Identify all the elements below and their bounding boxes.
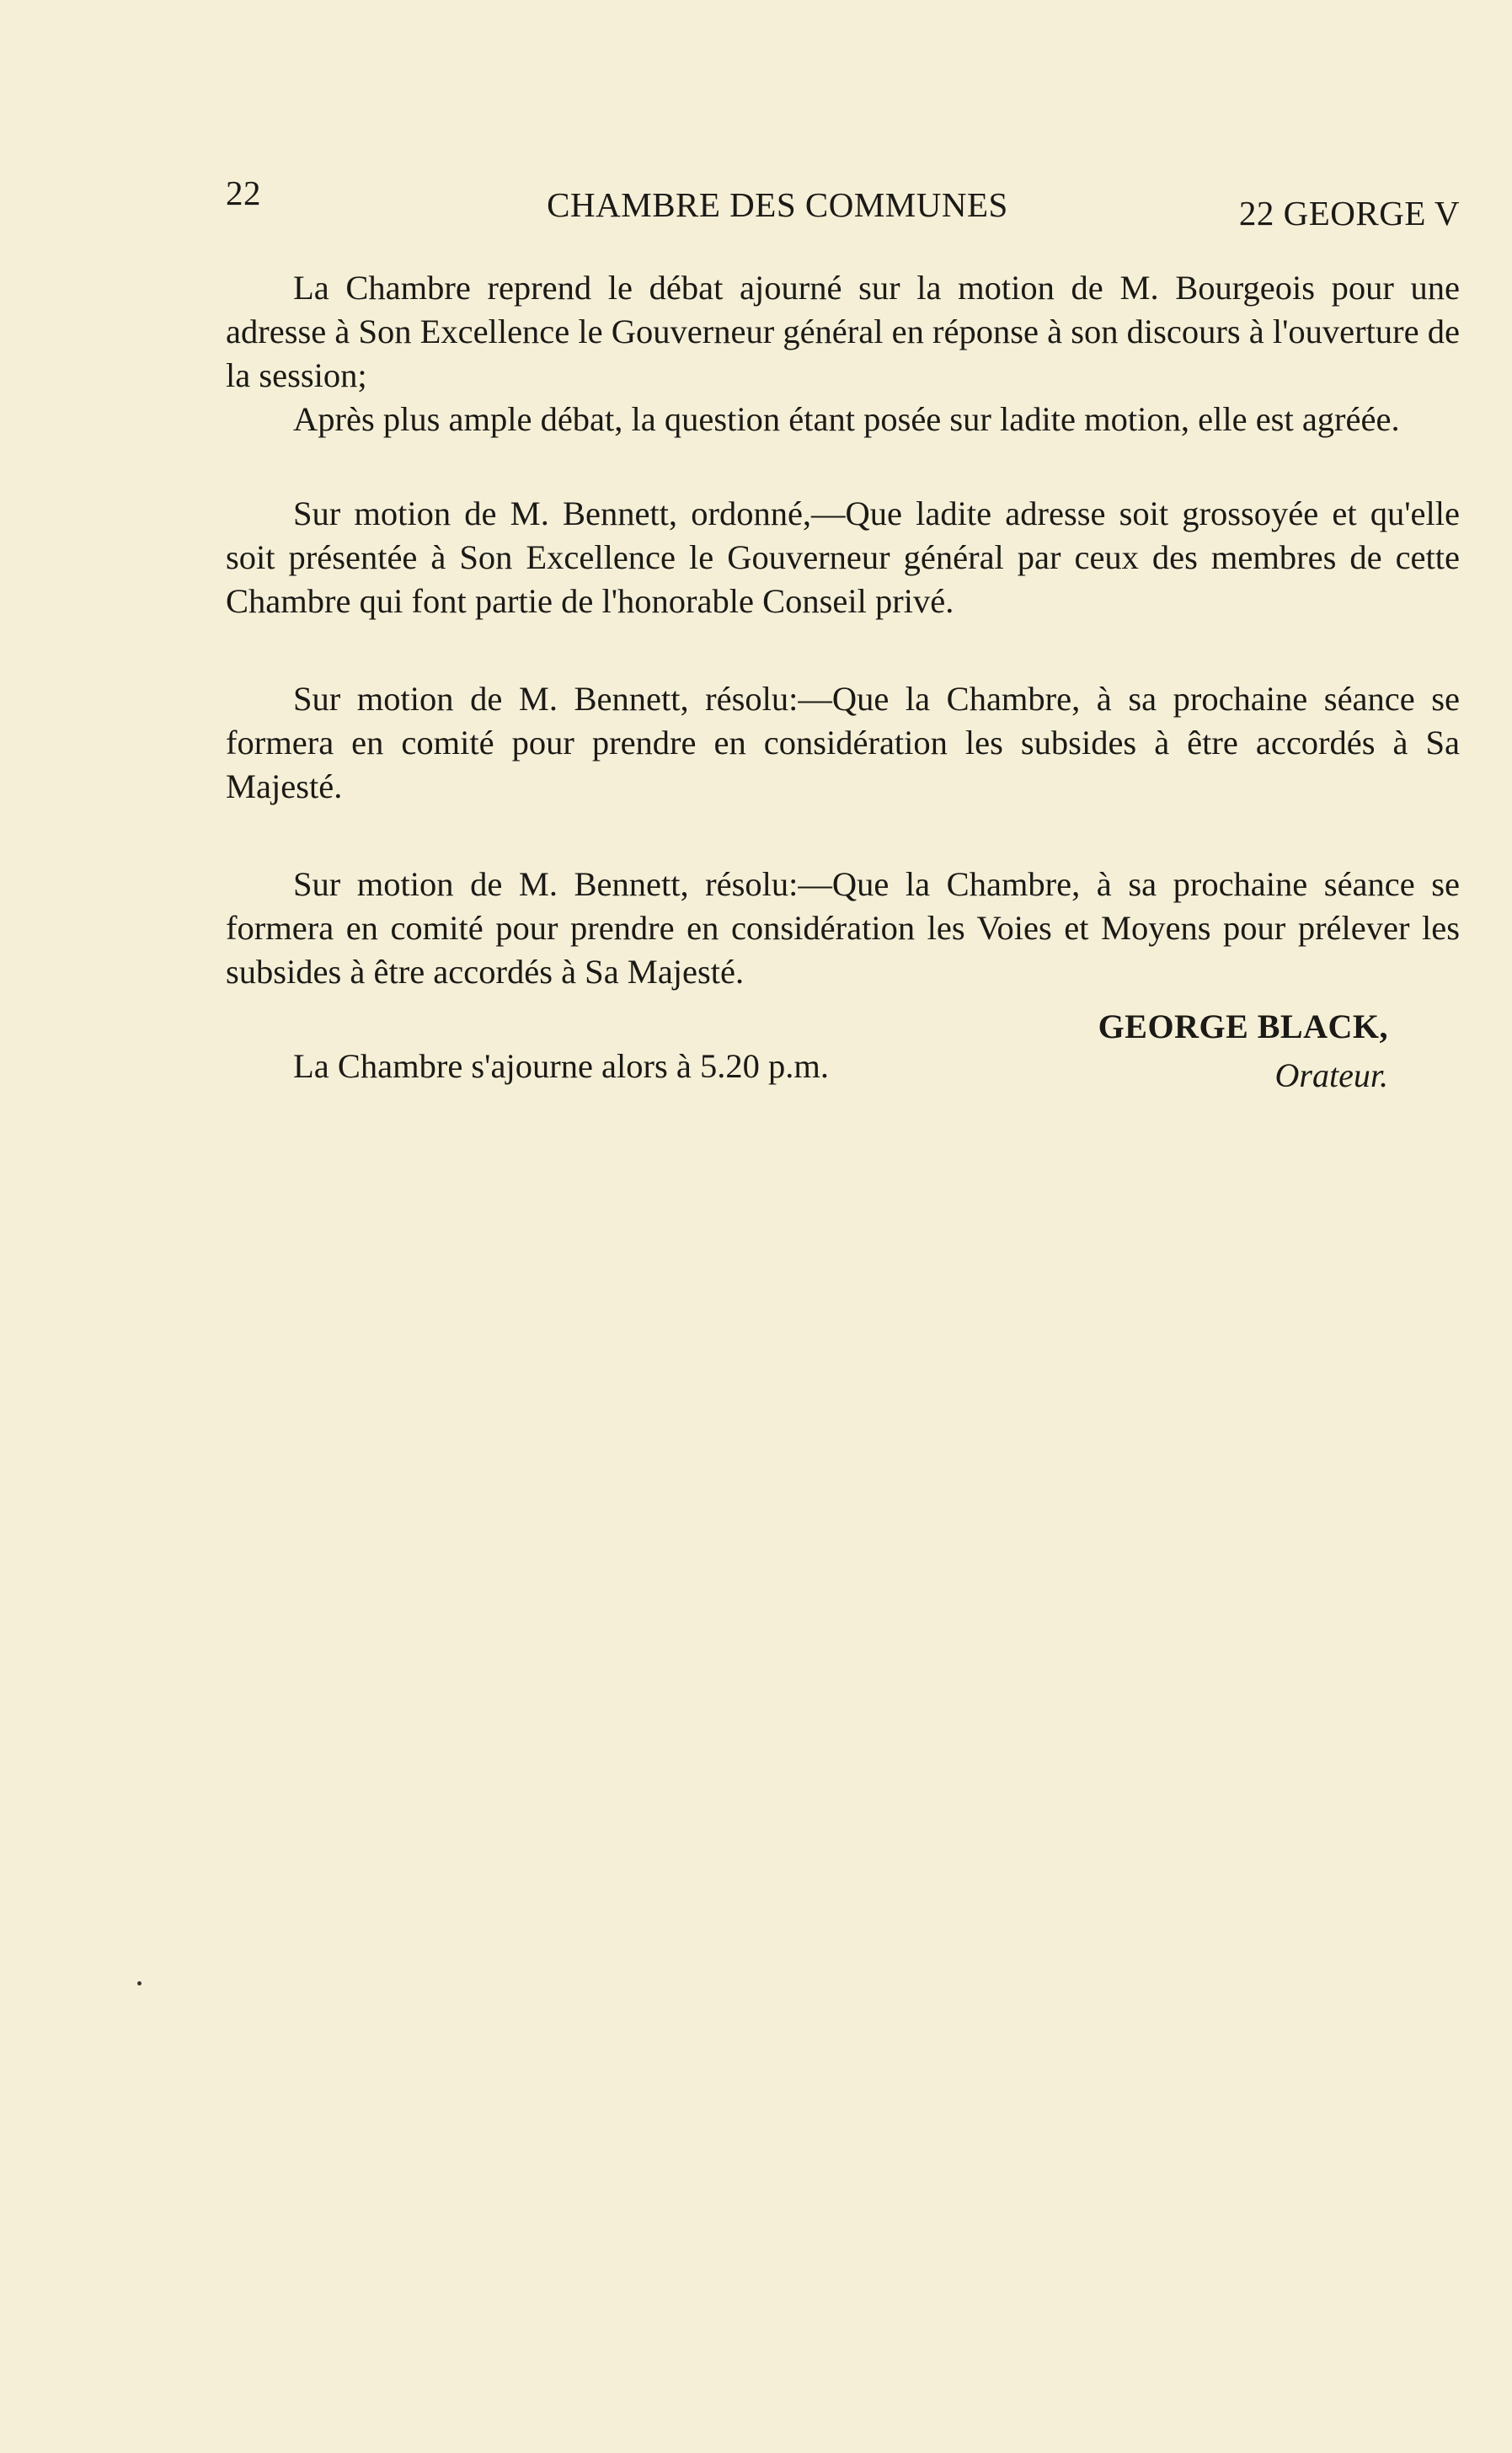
body-text — [226, 266, 1460, 1088]
running-head — [226, 173, 1460, 232]
paragraph-ways-and-means: Sur motion de M. Bennett, résolu:—Que la Chambre, à sa prochaine séance se formera en comité pour prendre en considération les Voies et Moyens pour prélever les subsides à être accordés à Sa Majesté. — [226, 865, 1460, 991]
speaker-name: GEORGE BLACK, — [1098, 1007, 1388, 1045]
paragraph-address-ordered: Sur motion de M. Bennett, ordonné,—Que ladite adresse soit grossoyée et qu'elle soit présentée à Son Excellence le Gouverneur général par ceux des membres de cette Chambre qui font partie de l'honorable Conseil privé. — [226, 494, 1460, 620]
paragraph-motion-agreed: Après plus ample débat, la question étant posée sur ladite motion, elle est agréée. — [293, 400, 1400, 438]
page-number: 22 — [226, 174, 261, 212]
paragraph-adjournment: La Chambre s'ajourne alors à 5.20 p.m. — [293, 1047, 829, 1085]
page-title: CHAMBRE DES COMMUNES — [547, 185, 1008, 224]
volume-label: 22 GEORGE V — [1238, 194, 1460, 232]
paragraph-debate-resumed: La Chambre reprend le débat ajourné sur la motion de M. Bourgeois pour une adresse à Son Excellence le Gouverneur général en réponse à son discours à l'ouverture de la session; — [226, 269, 1460, 394]
paragraph-supply-committee: Sur motion de M. Bennett, résolu:—Que la Chambre, à sa prochaine séance se formera en comité pour prendre en considération les subsides à être accordés à Sa Majesté. — [226, 680, 1460, 805]
speaker-title: Orateur. — [1274, 1056, 1388, 1094]
signature-block — [226, 1004, 1388, 1098]
paper-speck — [137, 1981, 142, 1985]
